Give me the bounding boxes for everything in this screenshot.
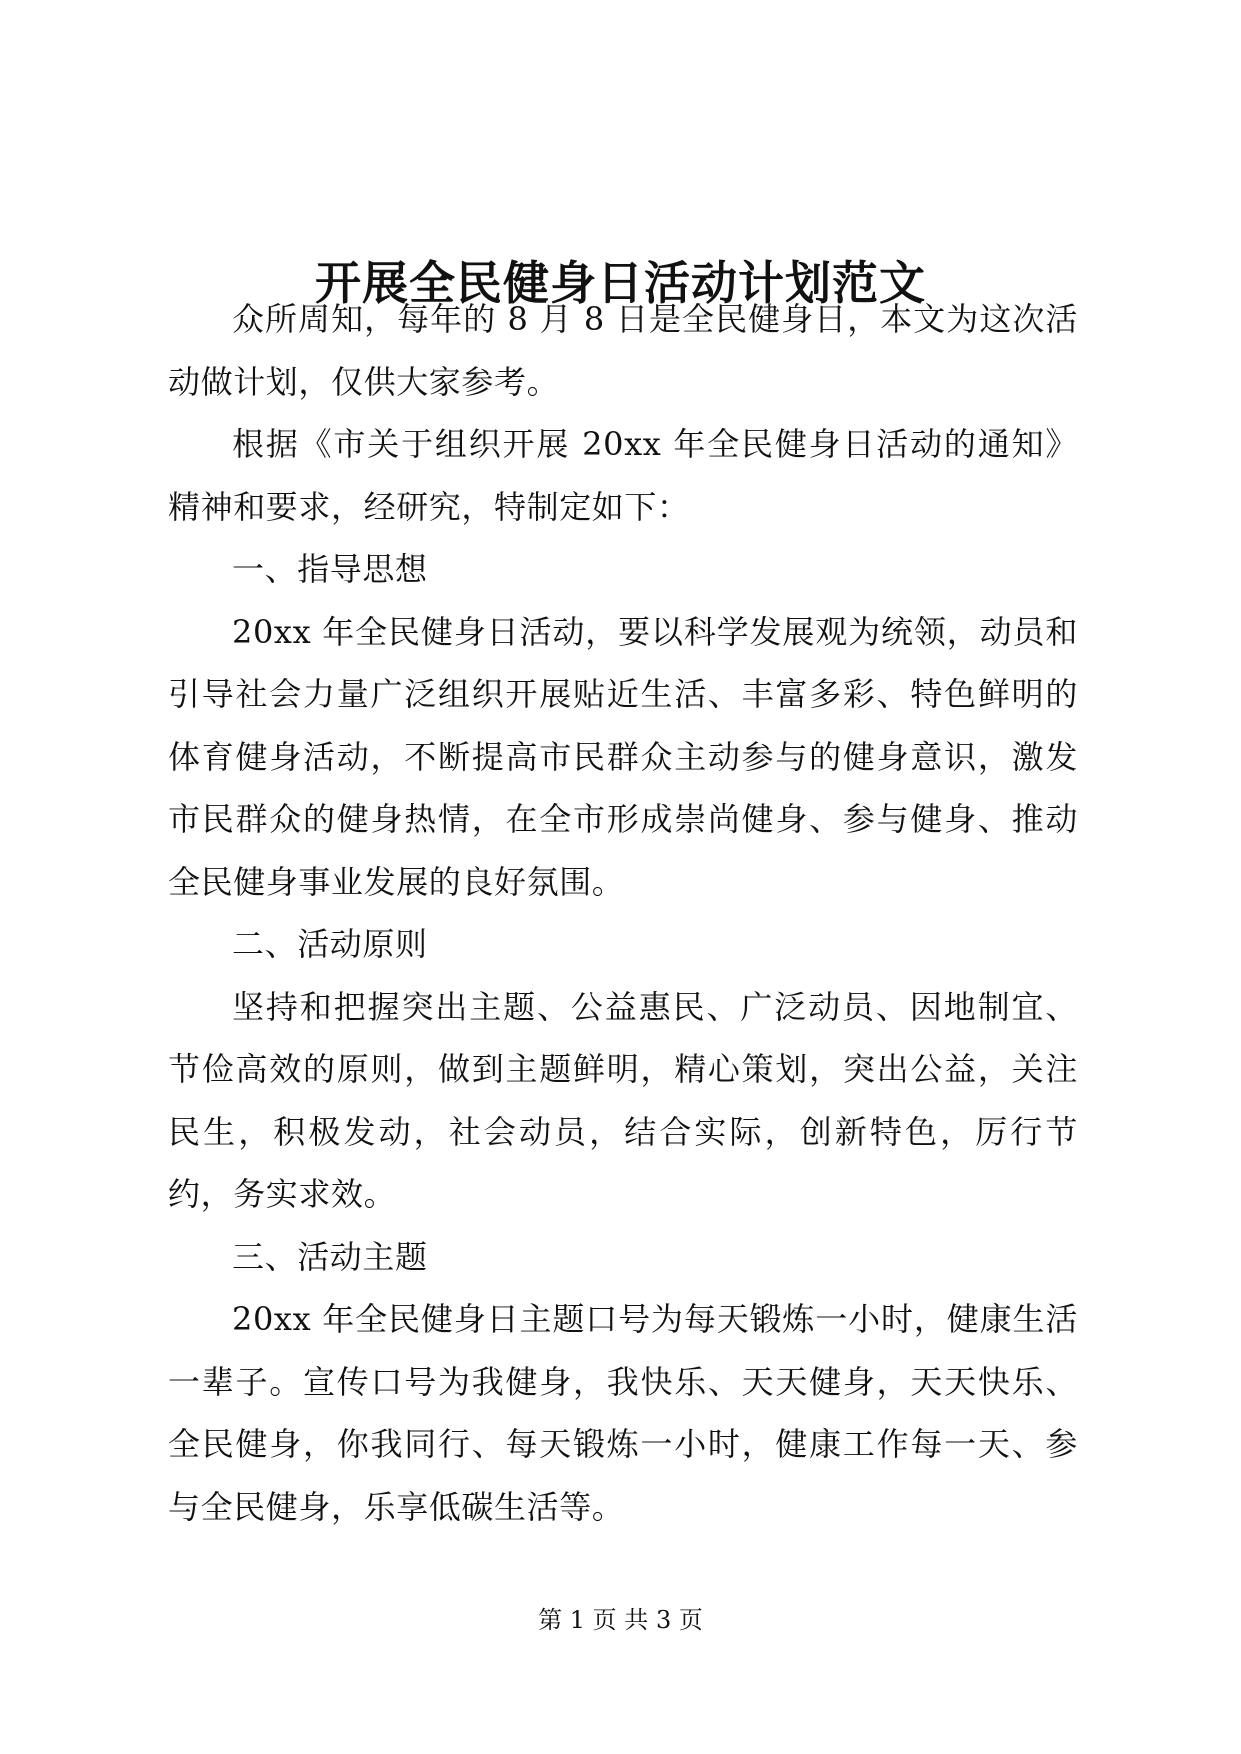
page-number-footer: 第 1 页 共 3 页 [538, 1606, 703, 1634]
section-heading-theme: 三、活动主题 [232, 1237, 428, 1276]
section-heading-principles: 二、活动原则 [232, 925, 428, 963]
section-heading-guiding-ideology: 一、指导思想 [232, 550, 428, 588]
document-title: 开展全民健身日活动计划范文 [315, 255, 926, 310]
paragraph-theme: 20xx 年全民健身日主题口号为每天锻炼一小时，健康生活一辈子。宣传口号为我健身，我快乐、天天健身，天天快乐、全民健身，你我同行、每天锻炼一小时，健康工作每一天、参与全民健身，乐享低碳生活等。 [168, 1300, 1078, 1526]
paragraph-basis: 根据《市关于组织开展 20xx 年全民健身日活动的通知》精神和要求，经研究，特制定如下： [168, 425, 1078, 526]
paragraph-principles: 坚持和把握突出主题、公益惠民、广泛动员、因地制宜、节俭高效的原则，做到主题鲜明，精心策划，突出公益，关注民生，积极发动，社会动员，结合实际，创新特色，厉行节约，务实求效。 [168, 987, 1078, 1213]
paragraph-intro: 众所周知，每年的 8 月 8 日是全民健身日，本文为这次活动做计划，仅供大家参考。 [168, 300, 1078, 401]
document-body [168, 288, 1078, 1538]
paragraph-guiding-ideology: 20xx 年全民健身日活动，要以科学发展观为统领，动员和引导社会力量广泛组织开展贴近生活、丰富多彩、特色鲜明的体育健身活动，不断提高市民群众主动参与的健身意识，激发市民群众的健身热情，在全市形成崇尚健身、参与健身、推动全民健身事业发展的良好氛围。 [168, 612, 1078, 901]
